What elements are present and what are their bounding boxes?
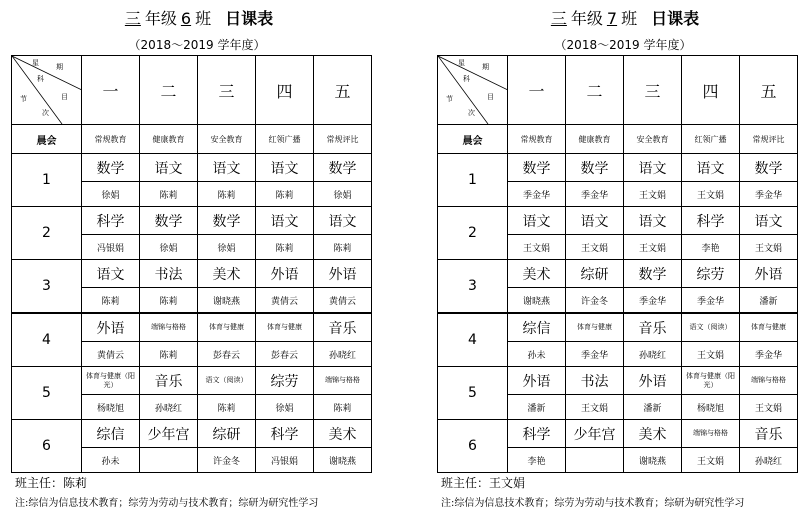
subject-cell: 数学 [740,154,798,182]
teacher-cell: 王文娟 [682,448,740,473]
teacher-cell: 杨晓旭 [82,395,140,420]
meeting-row [438,125,798,154]
day-header: 二 [140,56,198,125]
teacher-cell: 徐娟 [314,182,372,207]
period-number: 2 [12,207,82,260]
subject-row [438,154,798,182]
subject-row [438,367,798,395]
teacher-cell: 谢晓燕 [508,288,566,314]
day-header: 四 [256,56,314,125]
teacher-cell: 陈莉 [140,288,198,314]
teacher-cell: 陈莉 [198,395,256,420]
day-header: 三 [624,56,682,125]
teacher-cell: 黄倩云 [82,342,140,367]
teacher-cell: 孙晓红 [314,342,372,367]
period-number: 5 [438,367,508,420]
meeting-row [12,125,372,154]
corner-label: 期 [56,63,63,71]
day-header: 一 [508,56,566,125]
subject-cell: 外语 [508,367,566,395]
subject-cell: 综信 [508,313,566,342]
meeting-item: 常规教育 [508,125,566,154]
teacher-cell: 孙晓红 [624,342,682,367]
teacher-cell: 季金华 [624,288,682,314]
subject-cell: 语文 [314,207,372,235]
header-row [438,56,798,125]
subject-cell: 音乐 [314,313,372,342]
day-header: 二 [566,56,624,125]
subject-row [438,260,798,288]
day-header: 三 [198,56,256,125]
period-number: 1 [12,154,82,207]
subject-cell: 数学 [82,154,140,182]
subject-cell: 语文（阅读） [198,367,256,395]
meeting-label: 晨会 [438,125,508,154]
subject-cell: 数学 [566,154,624,182]
teacher-cell: 潘新 [508,395,566,420]
teacher-cell: 徐娟 [82,182,140,207]
teacher-cell: 孙未 [82,448,140,473]
subject-cell: 科学 [256,420,314,448]
period-number: 1 [438,154,508,207]
teacher-cell: 陈莉 [256,182,314,207]
teacher-cell: 陈莉 [140,342,198,367]
subject-cell: 综研 [198,420,256,448]
day-header: 五 [314,56,372,125]
teacher-cell: 徐娟 [140,235,198,260]
teacher-cell: 王文娟 [740,235,798,260]
teacher-cell: 谢晓燕 [624,448,682,473]
teacher-cell: 陈莉 [82,288,140,314]
subject-cell: 数学 [140,207,198,235]
subject-row [438,207,798,235]
subject-cell: 综劳 [682,260,740,288]
subject-cell: 外语 [740,260,798,288]
teacher-cell: 许金冬 [566,288,624,314]
teacher-cell: 彭春云 [256,342,314,367]
teacher-cell: 孙晓红 [740,448,798,473]
subject-cell: 音乐 [140,367,198,395]
schedule-name: 日课表 [225,9,274,28]
subject-cell: 端锦与格格 [314,367,372,395]
subject-row [12,207,372,235]
subject-cell: 美术 [198,260,256,288]
subject-cell: 外语 [82,313,140,342]
teacher-cell [566,448,624,473]
subject-cell: 语文 [682,154,740,182]
subject-cell: 数学 [314,154,372,182]
teacher-cell [140,448,198,473]
subject-cell: 端锦与格格 [740,367,798,395]
corner-label: 科 [463,75,470,83]
subject-cell: 端锦与格格 [140,313,198,342]
day-header: 五 [740,56,798,125]
subject-cell: 科学 [508,420,566,448]
footnote: 注:综信为信息技术教育；综劳为劳动与技术教育；综研为研究性学习 [15,498,319,509]
teacher-cell: 彭春云 [198,342,256,367]
subject-cell: 音乐 [624,313,682,342]
subject-cell: 体育与健康 [566,313,624,342]
schedule-title [11,6,383,32]
day-header: 四 [682,56,740,125]
subject-cell: 数学 [508,154,566,182]
footnote: 注:综信为信息技术教育；综劳为劳动与技术教育；综研为研究性学习 [441,498,745,509]
subject-cell: 综信 [82,420,140,448]
subject-cell: 语文 [624,154,682,182]
meeting-item: 常规评比 [740,125,798,154]
school-year: （2018～2019 学年度） [554,38,692,52]
meeting-item: 红领广播 [682,125,740,154]
subject-cell: 书法 [140,260,198,288]
teacher-cell: 王文娟 [566,235,624,260]
teacher-cell: 许金冬 [198,448,256,473]
header-row [12,56,372,125]
teacher-cell: 冯银娟 [82,235,140,260]
teacher-cell: 孙晓红 [140,395,198,420]
period-number: 5 [12,367,82,420]
subject-cell: 体育与健康（阳光） [682,367,740,395]
teacher-cell: 季金华 [740,182,798,207]
meeting-item: 安全教育 [198,125,256,154]
timetable [437,55,798,473]
corner-label: 星 [458,59,465,67]
meeting-label: 晨会 [12,125,82,154]
class-number: 7 [606,9,618,28]
teacher-cell: 陈莉 [198,182,256,207]
period-number: 2 [438,207,508,260]
teacher-cell: 王文娟 [682,182,740,207]
schedule-title [437,6,806,32]
subject-cell: 音乐 [740,420,798,448]
teacher-cell: 孙未 [508,342,566,367]
subject-cell: 端锦与格格 [682,420,740,448]
subject-cell: 语文（阅读） [682,313,740,342]
class-suffix: 班 [195,9,212,28]
corner-label: 科 [37,75,44,83]
period-number: 3 [438,260,508,314]
subject-cell: 外语 [624,367,682,395]
teacher-cell: 陈莉 [314,395,372,420]
teacher-cell: 王文娟 [740,395,798,420]
class-suffix: 班 [621,9,638,28]
meeting-item: 常规教育 [82,125,140,154]
subject-cell: 语文 [256,154,314,182]
teacher-cell: 李艳 [508,448,566,473]
subject-cell: 数学 [198,207,256,235]
corner-label: 节 [20,95,27,103]
head-teacher: 班主任：陈莉 [15,476,88,490]
subject-row [438,313,798,342]
subject-cell: 美术 [314,420,372,448]
grade: 三 [124,9,141,28]
subject-row [12,154,372,182]
subject-cell: 外语 [314,260,372,288]
subject-cell: 体育与健康 [256,313,314,342]
subject-row [12,260,372,288]
corner-label: 次 [42,109,49,117]
corner-cell [12,56,82,125]
subject-cell: 语文 [140,154,198,182]
teacher-cell: 陈莉 [140,182,198,207]
subject-cell: 体育与健康（阳光） [82,367,140,395]
meeting-item: 常规评比 [314,125,372,154]
head-teacher: 班主任：王文娟 [441,476,526,490]
subject-cell: 外语 [256,260,314,288]
right-schedule [437,0,806,515]
meeting-item: 健康教育 [566,125,624,154]
teacher-cell: 王文娟 [566,395,624,420]
teacher-cell: 黄倩云 [256,288,314,314]
period-number: 4 [12,313,82,367]
teacher-cell: 黄倩云 [314,288,372,314]
subject-row [12,367,372,395]
corner-label: 目 [61,93,68,101]
teacher-cell: 徐娟 [256,395,314,420]
school-year: （2018～2019 学年度） [128,38,266,52]
teacher-cell: 陈莉 [314,235,372,260]
subject-cell: 语文 [624,207,682,235]
timetable [11,55,372,473]
teacher-cell: 谢晓燕 [198,288,256,314]
teacher-cell: 王文娟 [508,235,566,260]
subject-cell: 综劳 [256,367,314,395]
grade: 三 [550,9,567,28]
subject-cell: 书法 [566,367,624,395]
subject-cell: 美术 [508,260,566,288]
teacher-cell: 杨晓旭 [682,395,740,420]
subject-cell: 科学 [82,207,140,235]
teacher-cell: 季金华 [566,182,624,207]
subject-cell: 少年宫 [566,420,624,448]
teacher-cell: 季金华 [566,342,624,367]
teacher-cell: 王文娟 [624,182,682,207]
subject-cell: 少年宫 [140,420,198,448]
left-schedule [11,0,383,515]
subject-cell: 语文 [740,207,798,235]
period-number: 6 [12,420,82,473]
subject-row [12,420,372,448]
teacher-cell: 季金华 [508,182,566,207]
subject-cell: 语文 [198,154,256,182]
corner-label: 节 [446,95,453,103]
teacher-cell: 潘新 [624,395,682,420]
subject-cell: 数学 [624,260,682,288]
subject-cell: 综研 [566,260,624,288]
period-number: 6 [438,420,508,473]
subject-cell: 美术 [624,420,682,448]
teacher-cell: 冯银娟 [256,448,314,473]
subject-row [438,420,798,448]
subject-cell: 语文 [82,260,140,288]
subject-cell: 语文 [508,207,566,235]
corner-label: 期 [482,63,489,71]
grade-suffix: 年级 [570,9,603,28]
subject-cell: 科学 [682,207,740,235]
corner-label: 星 [32,59,39,67]
day-header: 一 [82,56,140,125]
teacher-cell: 李艳 [682,235,740,260]
grade-suffix: 年级 [144,9,177,28]
teacher-cell: 徐娟 [198,235,256,260]
schedule-name: 日课表 [651,9,700,28]
teacher-cell: 潘新 [740,288,798,314]
teacher-cell: 谢晓燕 [314,448,372,473]
corner-label: 目 [487,93,494,101]
meeting-item: 安全教育 [624,125,682,154]
teacher-cell: 陈莉 [256,235,314,260]
corner-cell [438,56,508,125]
subject-cell: 体育与健康 [198,313,256,342]
teacher-cell: 王文娟 [624,235,682,260]
subject-cell: 语文 [566,207,624,235]
class-number: 6 [180,9,192,28]
subject-cell: 语文 [256,207,314,235]
teacher-cell: 季金华 [682,288,740,314]
period-number: 4 [438,313,508,367]
period-number: 3 [12,260,82,314]
teacher-cell: 季金华 [740,342,798,367]
teacher-cell: 王文娟 [682,342,740,367]
subject-cell: 体育与健康 [740,313,798,342]
meeting-item: 健康教育 [140,125,198,154]
corner-label: 次 [468,109,475,117]
meeting-item: 红领广播 [256,125,314,154]
subject-row [12,313,372,342]
